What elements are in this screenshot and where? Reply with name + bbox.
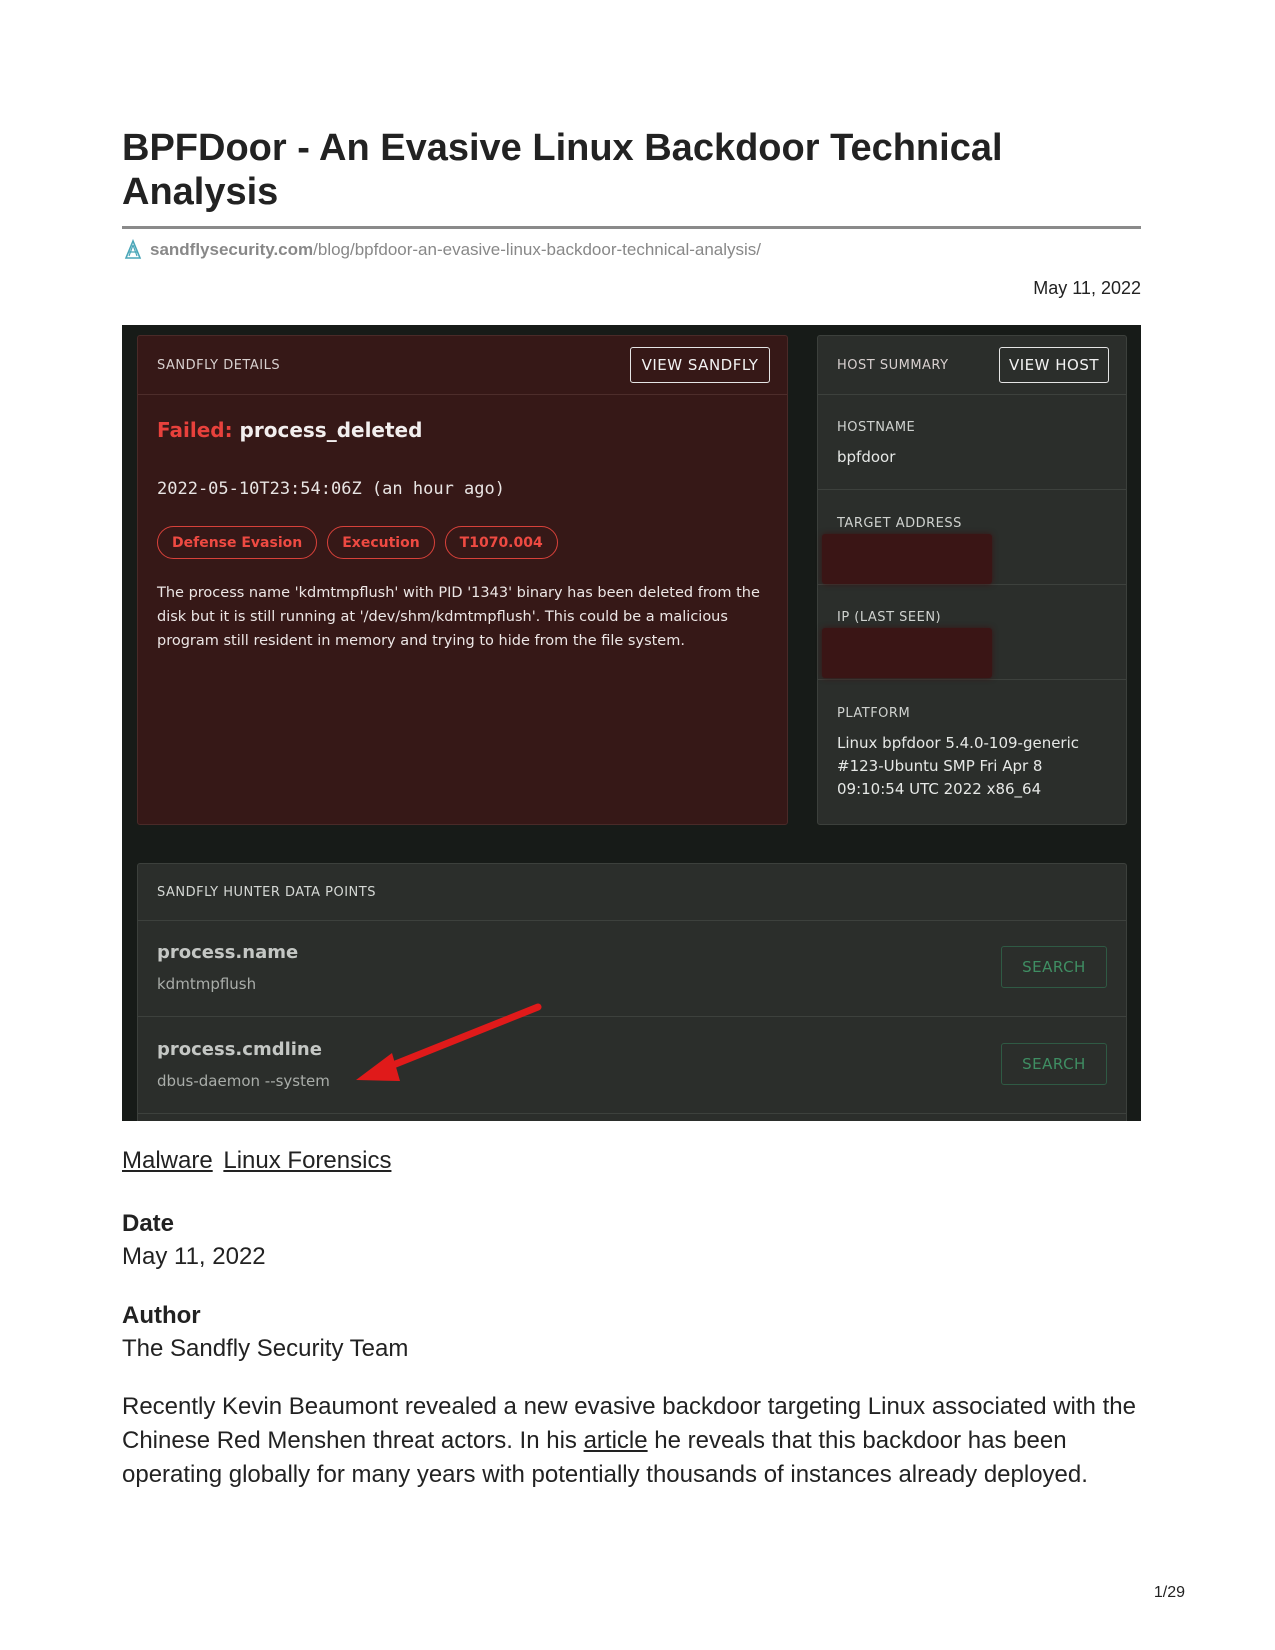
host-summary-header [818,336,1126,395]
date-label: Date [122,1210,175,1237]
alert-description: The process name 'kdmtmpflush' with PID '1343' binary has been deleted from the disk but it is still running at '/dev/shm/kdmtmpflush'. This could be a malicious program still resident in memory and trying to hide from the file system. [157,585,760,649]
hostname-value: bpfdoor [837,448,896,466]
red-arrow-annotation [342,1003,542,1093]
hunter-row-process-cmdline [138,1017,1126,1114]
data-point-field: process.name [157,942,299,963]
redacted-ip [822,628,992,678]
date-value: May 11, 2022 [122,1243,266,1270]
tag-link-malware[interactable]: Malware [122,1147,213,1174]
alert-status [157,418,422,442]
author-value: The Sandfly Security Team [122,1335,409,1362]
sandfly-alert-screenshot [122,325,1141,1121]
target-address-field [818,489,1126,585]
failed-label: Failed: [157,418,233,442]
post-tags [122,1147,395,1175]
data-point-value: kdmtmpflush [157,975,257,993]
search-button[interactable]: SEARCH [1001,946,1107,988]
view-host-button[interactable]: VIEW HOST [999,347,1109,383]
sandfly-details-title: SANDFLY DETAILS [157,358,281,373]
ip-last-seen-label: IP (LAST SEEN) [837,610,942,625]
tag-t1070[interactable]: T1070.004 [445,526,558,559]
view-sandfly-button[interactable]: VIEW SANDFLY [630,347,770,383]
data-point-field: process.cmdline [157,1039,322,1060]
intro-text-2: he reveals that this backdoor has been operating globally for many years with potentially thousands of instances already deployed. [122,1427,1088,1488]
source-domain[interactable]: sandflysecurity.com [150,240,314,259]
article-link[interactable]: article [583,1427,648,1454]
page-title: BPFDoor - An Evasive Linux Backdoor Technical Analysis [122,127,1003,213]
intro-paragraph [122,1390,1152,1492]
intro-text-1: Recently Kevin Beaumont revealed a new evasive backdoor targeting Linux associated with the Chinese Red Menshen threat actors. In his [122,1393,1136,1454]
page-number: 1/29 [1153,1584,1185,1601]
platform-label: PLATFORM [837,706,911,721]
host-summary-title: HOST SUMMARY [837,358,949,373]
hostname-label: HOSTNAME [837,420,916,435]
sandfly-details-panel [137,335,788,825]
sandfly-name: process_deleted [239,418,423,442]
search-button[interactable]: SEARCH [1001,1043,1107,1085]
alert-timestamp: 2022-05-10T23:54:06Z (an hour ago) [157,479,505,499]
platform-value: Linux bpfdoor 5.4.0-109-generic #123-Ubuntu SMP Fri Apr 8 09:10:54 UTC 2022 x86_64 [837,734,1080,798]
publish-date: May 11, 2022 [1033,278,1141,298]
sandfly-logo-icon [122,239,144,261]
sandfly-details-header [138,336,787,395]
hunter-data-points-panel [137,863,1127,1121]
ip-last-seen-field [818,584,1126,680]
source-url[interactable] [122,239,761,261]
author-label: Author [122,1302,201,1329]
tag-execution[interactable]: Execution [327,526,434,559]
host-summary-panel [817,335,1127,825]
tag-defense-evasion[interactable]: Defense Evasion [157,526,317,559]
hunter-title: SANDFLY HUNTER DATA POINTS [157,885,376,900]
hunter-row-process-name [138,920,1126,1017]
hostname-field [818,394,1126,490]
hunter-header [138,864,1126,921]
tactic-tags [157,526,558,559]
platform-field [818,679,1126,825]
source-path[interactable]: /blog/bpfdoor-an-evasive-linux-backdoor-technical-analysis/ [313,240,762,259]
redacted-target-address [822,534,992,584]
data-point-value: dbus-daemon --system [157,1072,330,1090]
target-address-label: TARGET ADDRESS [837,516,962,531]
title-divider [122,226,1141,229]
tag-link-linux-forensics[interactable]: Linux Forensics [223,1147,392,1174]
